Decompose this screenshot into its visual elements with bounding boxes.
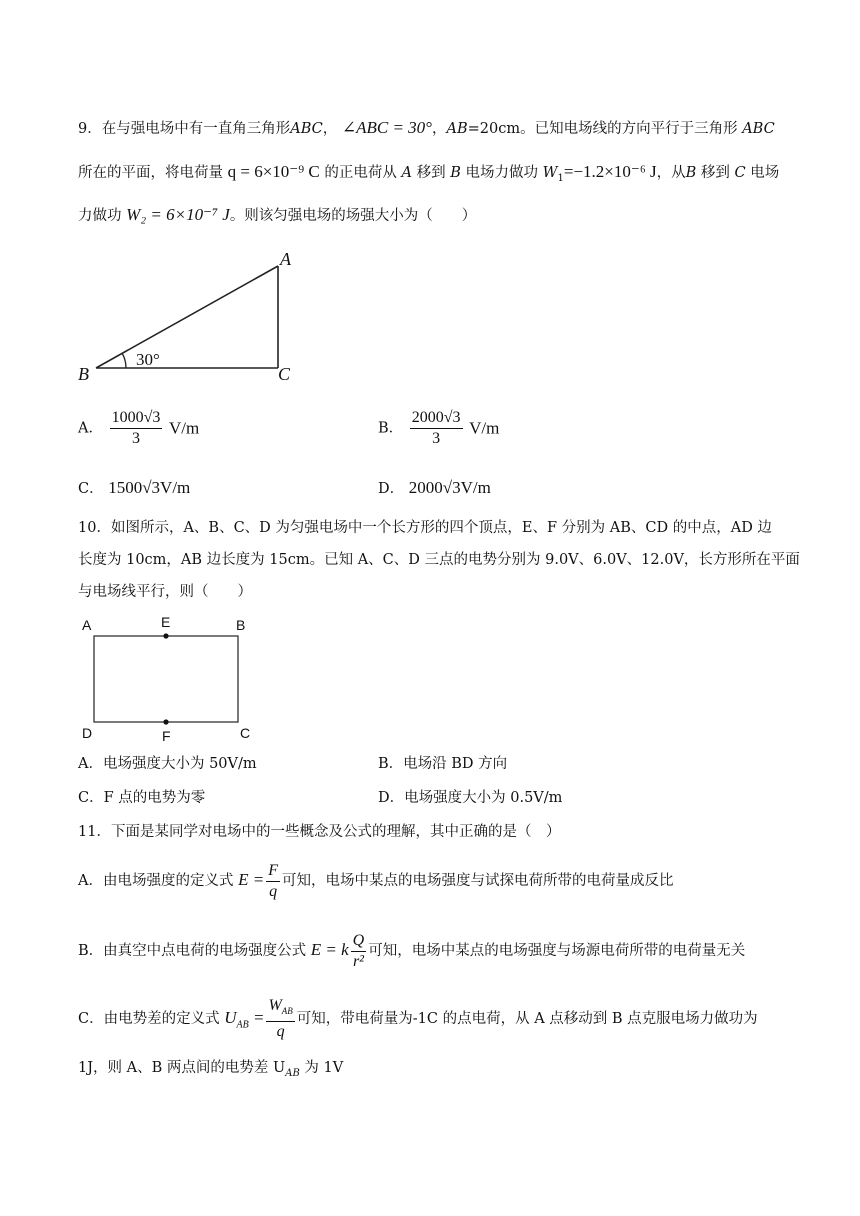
q9-text: 力做功 — [78, 208, 122, 224]
q11-option-a-lhs: E = — [238, 870, 265, 889]
q11-option-b-text: 可知，电场中某点的电场强度与场源电荷所带的电荷量无关 — [368, 943, 746, 959]
q10-rectangle-figure — [76, 612, 266, 742]
q9-work-1-expression: =−1.2×10⁻⁶ J — [563, 162, 657, 181]
q9-text: A — [401, 165, 412, 181]
q9-text: 在与强电场中有一直角三角形 — [101, 121, 291, 137]
q10-line-1: 10．如图所示，A、B、C、D 为匀强电场中一个长方形的四个顶点，E、F 分别为 AB、CD 的中点，AD 边 — [78, 520, 772, 536]
q9-option-a — [78, 408, 199, 449]
q9-text: B — [685, 165, 697, 181]
q9-line-3 — [78, 205, 476, 226]
q11-option-c-numerator — [266, 996, 294, 1022]
q10-label-b: B — [236, 617, 246, 633]
q10-point-e — [163, 633, 168, 638]
q9-option-b-label: B． — [378, 420, 404, 437]
q10-line-3: 与电场线平行，则（ ） — [78, 584, 252, 600]
q9-angle-expression: ∠ABC = 30° — [341, 118, 432, 137]
q10-option-c: C．F 点的电势为零 — [78, 790, 206, 806]
q9-text: 的正电荷从 — [324, 165, 397, 181]
q9-option-a-numerator: 1000√3 — [110, 408, 163, 429]
q10-label-f: F — [162, 728, 171, 742]
q9-hypotenuse — [96, 266, 278, 368]
q11-option-c-lhs-sub: AB — [236, 1019, 249, 1031]
q11-option-c-prefix: C．由电势差的定义式 — [78, 1011, 220, 1028]
q9-text: AB — [446, 121, 468, 137]
q10-option-a: A．电场强度大小为 50V/m — [78, 756, 257, 772]
q10-option-d: D．电场强度大小为 0.5V/m — [378, 790, 563, 806]
q9-text: ABC — [290, 121, 323, 137]
q9-angle-label: 30° — [136, 350, 160, 369]
q9-option-d-label: D． — [378, 481, 405, 497]
q9-vertex-a: A — [280, 249, 291, 269]
q9-text: 。则该匀强电场的场强大小为（ ） — [229, 208, 477, 224]
q9-triangle-figure — [70, 248, 310, 388]
q11-option-a-numerator: F — [266, 861, 280, 882]
q10-label-e: E — [161, 614, 171, 630]
q11-option-b-prefix: B．由真空中点电荷的电场强度公式 — [78, 943, 307, 959]
q11-option-c-fraction — [266, 996, 294, 1042]
q9-text: ，从 — [656, 165, 686, 181]
q9-option-b-numerator: 2000√3 — [410, 408, 463, 429]
q9-text: 所在的平面，将电荷量 — [78, 165, 223, 181]
q11-option-c-numerator-main: W — [268, 997, 282, 1014]
q9-text: ， — [431, 121, 447, 137]
q11-option-c — [78, 996, 758, 1047]
q9-text: W — [542, 165, 558, 181]
q9-text: 移到 — [416, 165, 446, 181]
q9-option-a-label: A． — [78, 420, 103, 437]
q9-option-a-fraction — [110, 408, 163, 449]
q9-text: B — [450, 165, 461, 181]
q10-line-2: 长度为 10cm，AB 边长度为 15cm。已知 A、C、D 三点的电势分别为 9.0V、6.0V、12.0V，长方形所在平面 — [78, 552, 800, 568]
q9-text: 电场力做功 — [465, 165, 538, 181]
q11-stem: 11．下面是某同学对电场中的一些概念及公式的理解，其中正确的是（ ） — [78, 824, 561, 840]
q9-vertex-c: C — [278, 364, 291, 384]
q9-text: C — [734, 165, 746, 181]
q11-option-b-fraction — [351, 931, 367, 972]
q10-label-d: D — [82, 725, 93, 741]
q10-rectangle — [94, 636, 238, 722]
q11-option-c-line-2-end: 为 1V — [304, 1060, 344, 1076]
q11-option-c-line-2-sub: AB — [285, 1067, 300, 1079]
q11-option-a-fraction — [266, 861, 280, 902]
q9-text: 电场 — [750, 165, 780, 181]
q11-option-b-lhs: E = k — [310, 940, 349, 959]
q9-vertex-b: B — [78, 364, 89, 384]
q9-number: 9． — [78, 121, 102, 137]
q9-option-c-label: C． — [78, 481, 104, 497]
q9-work-2-expression: W₂ = 6×10⁻⁷ J — [126, 205, 230, 224]
q9-charge-expression: q = 6×10⁻⁹ C — [227, 162, 320, 181]
q11-option-c-lhs: $U_{AB}$ = — [224, 1008, 265, 1031]
q9-line-1: 9．在与强电场中有一直角三角形ABC， ∠ABC = 30°，AB=20cm。已知电场线的方向平行于三角形 ABC — [78, 118, 775, 137]
q9-option-c-value: 1500√3V/m — [108, 478, 191, 497]
q11-option-b — [78, 928, 745, 973]
q11-option-c-numerator-sub: AB — [281, 1006, 293, 1017]
q9-line-2 — [78, 162, 779, 189]
q11-option-c-line-2-text: 1J，则 A、B 两点间的电势差 U — [78, 1060, 286, 1076]
q9-option-d-value: 2000√3V/m — [408, 478, 491, 497]
q11-option-b-denominator: r² — [352, 952, 364, 970]
q9-option-b-unit: V/m — [469, 418, 500, 438]
q9-option-b — [378, 408, 499, 449]
q11-option-a — [78, 858, 673, 903]
q9-option-b-denominator: 3 — [432, 430, 441, 447]
q11-option-c-text: 可知，带电荷量为-1C 的点电荷，从 A 点移动到 B 点克服电场力做功为 — [296, 1011, 758, 1028]
q9-text: =20cm。已知电场线的方向平行于三角形 — [467, 121, 738, 137]
q11-option-a-text: 可知，电场中某点的电场强度与试探电荷所带的电荷量成反比 — [281, 873, 674, 889]
q10-label-a: A — [82, 617, 92, 633]
q11-option-c-denominator: q — [276, 1023, 285, 1041]
q9-text: ABC — [742, 121, 775, 137]
q9-text: 1 — [557, 172, 564, 184]
q10-label-c: C — [240, 725, 251, 741]
q11-option-a-denominator: q — [269, 882, 278, 900]
q11-option-c-line-2 — [78, 1058, 343, 1084]
q9-option-c — [78, 478, 190, 499]
q9-option-d — [378, 478, 491, 499]
q9-angle-arc — [122, 353, 126, 368]
q11-option-a-prefix: A．由电场强度的定义式 — [78, 873, 234, 889]
q11-option-c-lhs-main: U — [224, 1008, 237, 1028]
q9-option-b-fraction — [410, 408, 463, 449]
q10-option-b: B．电场沿 BD 方向 — [378, 756, 508, 772]
q11-option-b-numerator: Q — [351, 931, 367, 952]
q9-option-a-denominator: 3 — [131, 430, 140, 447]
q9-text: 移到 — [700, 165, 730, 181]
q9-option-a-unit: V/m — [168, 418, 200, 438]
q10-point-f — [163, 719, 168, 724]
